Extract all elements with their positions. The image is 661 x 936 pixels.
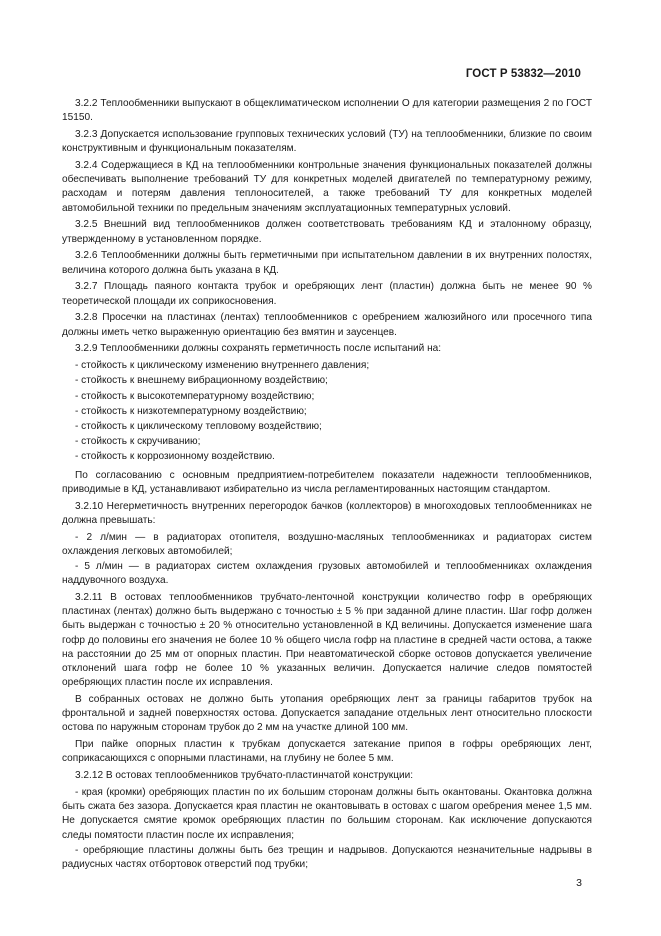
list-item: - стойкость к низкотемпературному воздействию;	[75, 405, 307, 417]
list-item: - 5 л/мин — в радиаторах систем охлаждения грузовых автомобилей и теплообменниках охлаждения наддувочного воздуха.	[62, 561, 592, 587]
standard-header: ГОСТ Р 53832—2010	[465, 68, 581, 80]
paragraph-3-2-3: 3.2.3 Допускается использование групповых технических условий (ТУ) на теплообменники, близкие по своим конструктивным и функциональным показателям.	[62, 129, 592, 155]
paragraph-assembled-cores: В собранных остовах не должно быть утопания оребряющих лент за границы габаритов трубок на фронтальной и задней поверхностях остова. Допускается западание отдельных лент относительно плоскости остова по наружным сторонам трубок до 2 мм на участке длиной 100 мм.	[62, 694, 592, 734]
list-item: - стойкость к циклическому изменению внутреннего давления;	[75, 360, 370, 372]
list-item: - стойкость к высокотемпературному воздействию;	[75, 390, 315, 402]
document-body	[62, 97, 592, 873]
list-item: - стойкость к внешнему вибрационному воздействию;	[75, 375, 328, 387]
list-item: - края (кромки) оребряющих пластин по их большим сторонам должны быть окантованы. Окантовка должна быть сжата без зазора. Допускается края пластин не окантовывать в остовах с шагом оребрения менее 1,5 мм. Не допускается смятие кромок оребряющих пластин по большим сторонам. Как исключение допускаются следы помятости пластин после их исправления;	[62, 787, 592, 841]
page-number: 3	[576, 877, 582, 889]
paragraph-3-2-11: 3.2.11 В остовах теплообменников трубчато-ленточной конструкции количество гофр в оребряющих пластинах (лентах) должно быть выдержано с точностью ± 5 % при заданной длине пластин. Шаг гофр должен быть выдержан с точностью ± 20 % относительно установленной в КД величины. Допускается изменение шага гофр до половины его значения не более 10 % общего числа гофр на пластине в средней части остова, а также на расстоянии до 25 мм от опорных пластин. При неавтоматической сборке остовов допускается увеличение отклонений шага гофр не более 10 % указанных величин. Допускается наличие следов помятостей оребряющих пластин после их исправления.	[62, 592, 592, 689]
list-item: - стойкость к скручиванию;	[75, 436, 201, 448]
paragraph-3-2-7: 3.2.7 Площадь паяного контакта трубок и оребряющих лент (пластин) должна быть не менее 90 % теоретической площади их соприкосновения.	[62, 281, 592, 307]
list-item: - стойкость к циклическому тепловому воздействию;	[75, 421, 322, 433]
paragraph-3-2-4: 3.2.4 Содержащиеся в КД на теплообменники контрольные значения функциональных показателей должны обеспечивать выполнение требований ТУ для конкретных моделей двигателей по температурному режиму, расходам и потерям давления теплоносителей, а также требований ТУ для конкретных моделей автомобильной техники по предельным значениям эксплуатационных температурных условий.	[62, 160, 592, 214]
list-item: - оребряющие пластины должны быть без трещин и надрывов. Допускаются незначительные надрывы в радиусных частях отбортовок отверстий под трубки;	[62, 844, 592, 871]
paragraph-3-2-9: 3.2.9 Теплообменники должны сохранять герметичность после испытаний на:	[75, 343, 442, 355]
list-item: - стойкость к коррозионному воздействию.	[75, 451, 275, 463]
paragraph-3-2-6: 3.2.6 Теплообменники должны быть герметичными при испытательном давлении в их внутренних полостях, величина которого должна быть указана в КД.	[62, 250, 592, 276]
list-item: - 2 л/мин — в радиаторах отопителя, воздушно-масляных теплообменниках и радиаторах систем охлаждения легковых автомобилей;	[62, 531, 592, 557]
paragraph-reliability: По согласованию с основным предприятием-потребителем показатели надежности теплообменников, приводимые в КД, устанавливают избирательно из числа регламентированных настоящим стандартом.	[62, 469, 592, 495]
paragraph-3-2-10: 3.2.10 Негерметичность внутренних перегородок бачков (коллекторов) в многоходовых теплообменниках не должна превышать:	[62, 500, 592, 526]
paragraph-3-2-8: 3.2.8 Просечки на пластинах (лентах) теплообменников с оребрением жалюзийного или просечного типа должны иметь четко выраженную ориентацию без вмятин и заусенцев.	[62, 312, 592, 338]
paragraph-soldering: При пайке опорных пластин к трубкам допускается затекание припоя в гофры оребряющих лент, соприкасающихся с опорными пластинами, на глубину не более 5 мм.	[62, 739, 592, 765]
paragraph-3-2-12: 3.2.12 В остовах теплообменников трубчато-пластинчатой конструкции:	[75, 770, 414, 782]
paragraph-3-2-2: 3.2.2 Теплообменники выпускают в общеклиматическом исполнении О для категории размещения 2 по ГОСТ 15150.	[62, 98, 592, 124]
paragraph-3-2-5: 3.2.5 Внешний вид теплообменников должен соответствовать требованиям КД и эталонному образцу, утвержденному в установленном порядке.	[62, 219, 592, 245]
